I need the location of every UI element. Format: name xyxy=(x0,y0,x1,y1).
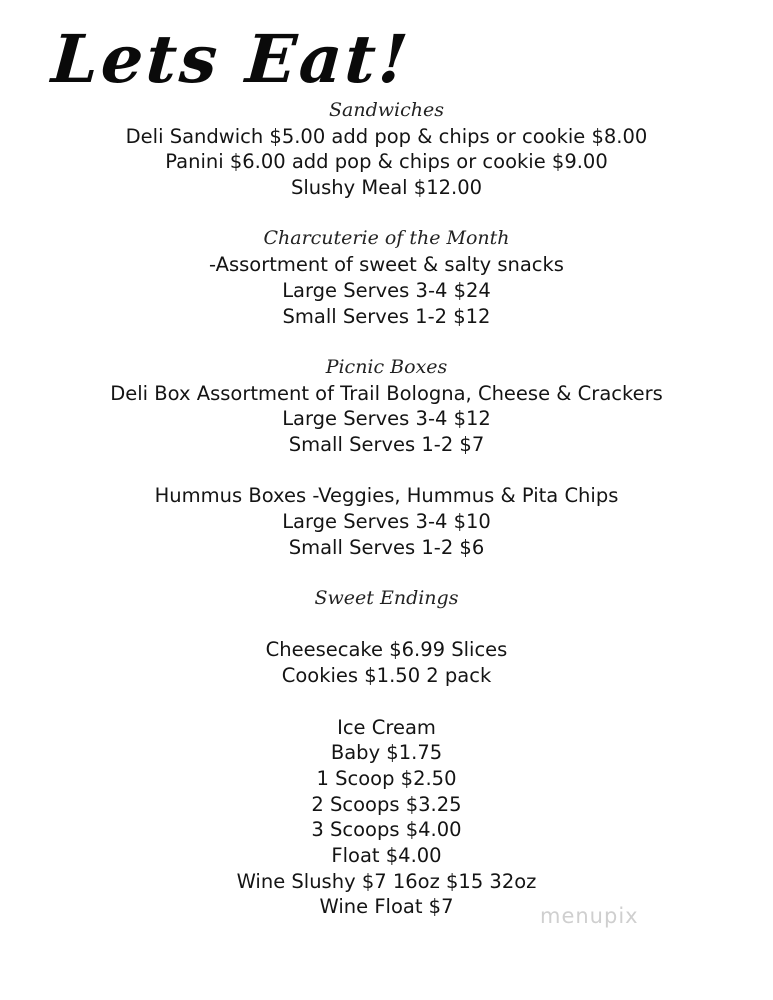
page-title: Lets Eat! xyxy=(49,20,414,98)
menu-item: Large Serves 3-4 $12 xyxy=(282,407,491,431)
menu-item: 3 Scoops $4.00 xyxy=(311,818,462,842)
menu-item: Deli Box Assortment of Trail Bologna, Cheese & Crackers xyxy=(110,381,663,405)
spacer xyxy=(0,201,773,227)
menu-item: 1 Scoop $2.50 xyxy=(316,766,457,790)
menu-item: Float $4.00 xyxy=(331,843,442,867)
menu-item: Hummus Boxes -Veggies, Hummus & Pita Chips xyxy=(154,484,619,508)
menu-item: Small Serves 1-2 $12 xyxy=(282,304,491,328)
menu-item: -Assortment of sweet & salty snacks xyxy=(209,253,564,277)
menu-item: Small Serves 1-2 $6 xyxy=(288,535,485,559)
menu-item: Cookies $1.50 2 pack xyxy=(281,664,492,688)
menu-item: Large Serves 3-4 $24 xyxy=(282,278,491,302)
menu-list xyxy=(0,98,773,920)
spacer xyxy=(0,329,773,355)
spacer xyxy=(0,458,773,484)
menu-item: Slushy Meal $12.00 xyxy=(290,176,483,200)
menu-item: Wine Slushy $7 16oz $15 32oz xyxy=(236,869,537,893)
section-heading-picnic-boxes: Picnic Boxes xyxy=(325,355,448,378)
spacer xyxy=(0,612,773,638)
spacer xyxy=(0,689,773,715)
watermark: menupix xyxy=(540,904,639,928)
menu-item: 2 Scoops $3.25 xyxy=(311,792,462,816)
menu-item: Ice Cream xyxy=(337,715,436,739)
menu-item: Cheesecake $6.99 Slices xyxy=(265,638,508,662)
menu-item: Panini $6.00 add pop & chips or cookie $9.00 xyxy=(165,150,608,174)
section-heading-sweet-endings: Sweet Endings xyxy=(314,587,459,610)
section-heading-charcuterie: Charcuterie of the Month xyxy=(263,227,510,250)
spacer xyxy=(0,560,773,586)
section-heading-sandwiches: Sandwiches xyxy=(329,99,444,121)
menu-item: Baby $1.75 xyxy=(330,741,443,765)
menu-item: Wine Float $7 xyxy=(319,895,454,919)
menu-item: Large Serves 3-4 $10 xyxy=(282,510,491,533)
menu-item: Small Serves 1-2 $7 xyxy=(288,432,485,456)
menu-item: Deli Sandwich $5.00 add pop & chips or cookie $8.00 xyxy=(125,124,648,148)
